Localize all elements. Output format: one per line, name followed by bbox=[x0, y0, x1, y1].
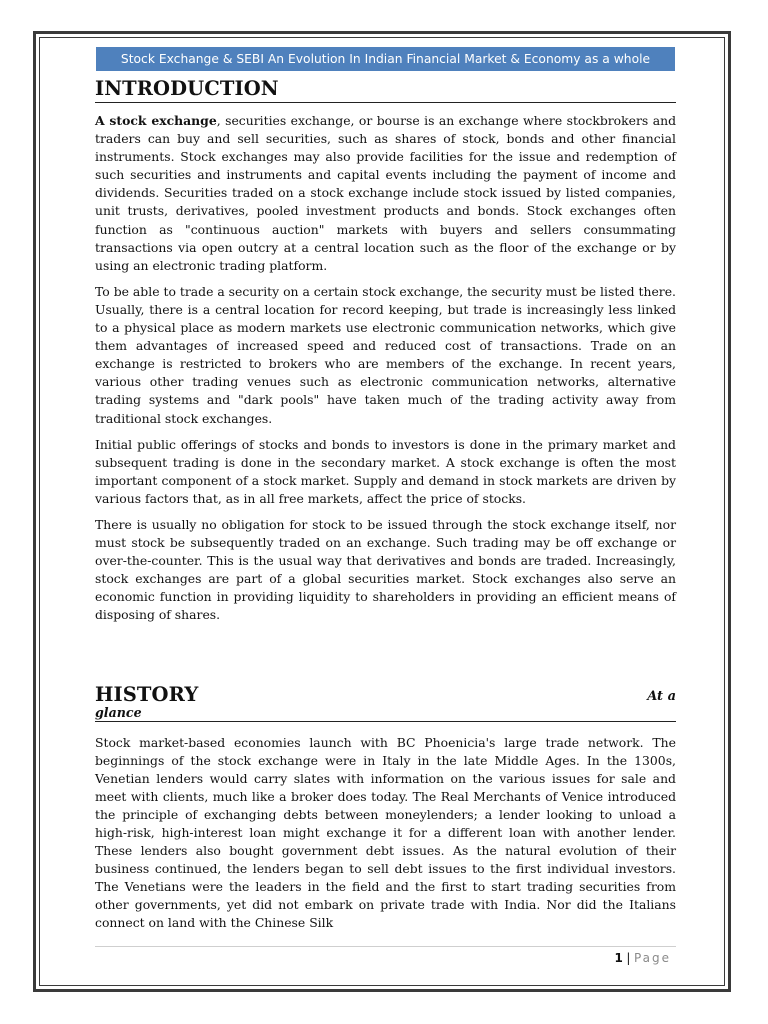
page-number bbox=[615, 951, 671, 965]
introduction-heading bbox=[95, 77, 676, 103]
intro-paragraph-4: There is usually no obligation for stock to be issued through the stock exchange itself, nor must stock be subsequently traded on an exchange. Such trading may be off exchange or over-the-counter. This is the usual way that derivatives and bonds are traded. Increasingly, stock exchanges are part of a global securities market. Stock exchanges also serve an economic function in providing liquidity to shareholders in providing an efficient means of disposing of shares. bbox=[95, 516, 676, 623]
page-frame bbox=[33, 31, 731, 992]
page-number-value: 1 bbox=[614, 951, 624, 965]
history-subtitle-left: glance bbox=[95, 704, 142, 720]
page-number-separator: | bbox=[626, 951, 631, 965]
page-word: Page bbox=[633, 951, 671, 965]
introduction-title: INTRODUCTION bbox=[95, 77, 279, 100]
intro-lead-text: , securities exchange, or bourse is an exchange where stockbrokers and traders can buy and sell securities, such as shares of stock, bonds and other financial instruments. Stock exchanges may also provide facilities for the issue and redemption of such securities and instruments and capital events including the payment of income and dividends. Securities traded on a stock exchange include stock issued by listed companies, unit trusts, derivatives, pooled investment products and bonds. Stock exchanges often function as "continuous auction" markets with buyers and sellers consummating transactions via open outcry at a central location such as the floor of the exchange or by using an electronic trading platform. bbox=[95, 113, 676, 273]
history-title: HISTORY bbox=[95, 682, 199, 706]
introduction-body bbox=[95, 112, 676, 625]
intro-paragraph-1 bbox=[95, 112, 676, 275]
history-paragraph: Stock market-based economies launch with BC Phoenicia's large trade network. The beginnings of the stock exchange were in Italy in the late Middle Ages. In the 1300s, Venetian lenders would carry slates with information on the various issues for sale and meet with clients, much like a broker does today. The Real Merchants of Venice introduced the principle of exchanging debts between moneylenders; a lender looking to unload a high-risk, high-interest loan might exchange it for a different loan with another lender. These lenders also bought government debt issues. As the natural evolution of their business continued, the lenders began to sell debt issues to the first individual investors. The Venetians were the leaders in the field and the first to start trading securities from other governments, yet did not embark on private trade with India. Nor did the Italians connect on land with the Chinese Silk bbox=[95, 734, 676, 931]
header-banner: Stock Exchange & SEBI An Evolution In Indian Financial Market & Economy as a whole bbox=[96, 47, 675, 71]
footer-divider bbox=[95, 946, 676, 947]
intro-paragraph-2: To be able to trade a security on a certain stock exchange, the security must be listed there. Usually, there is a central location for record keeping, but trade is increasingly less linked to a physical place as modern markets use electronic communication networks, which give them advantages of increased speed and reduced cost of transactions. Trade on an exchange is restricted to brokers who are members of the exchange. In recent years, various other trading venues such as electronic communication networks, alternative trading systems and "dark pools" have taken much of the trading activity away from traditional stock exchanges. bbox=[95, 283, 676, 426]
history-heading bbox=[95, 683, 676, 722]
history-section bbox=[95, 683, 676, 933]
page-content bbox=[95, 47, 676, 933]
intro-lead-term: A stock exchange bbox=[95, 113, 217, 128]
history-subtitle-right: At a bbox=[647, 688, 676, 704]
intro-paragraph-3: Initial public offerings of stocks and bonds to investors is done in the primary market and subsequent trading is done in the secondary market. A stock exchange is often the most important component of a stock market. Supply and demand in stock markets are driven by various factors that, as in all free markets, affect the price of stocks. bbox=[95, 436, 676, 506]
